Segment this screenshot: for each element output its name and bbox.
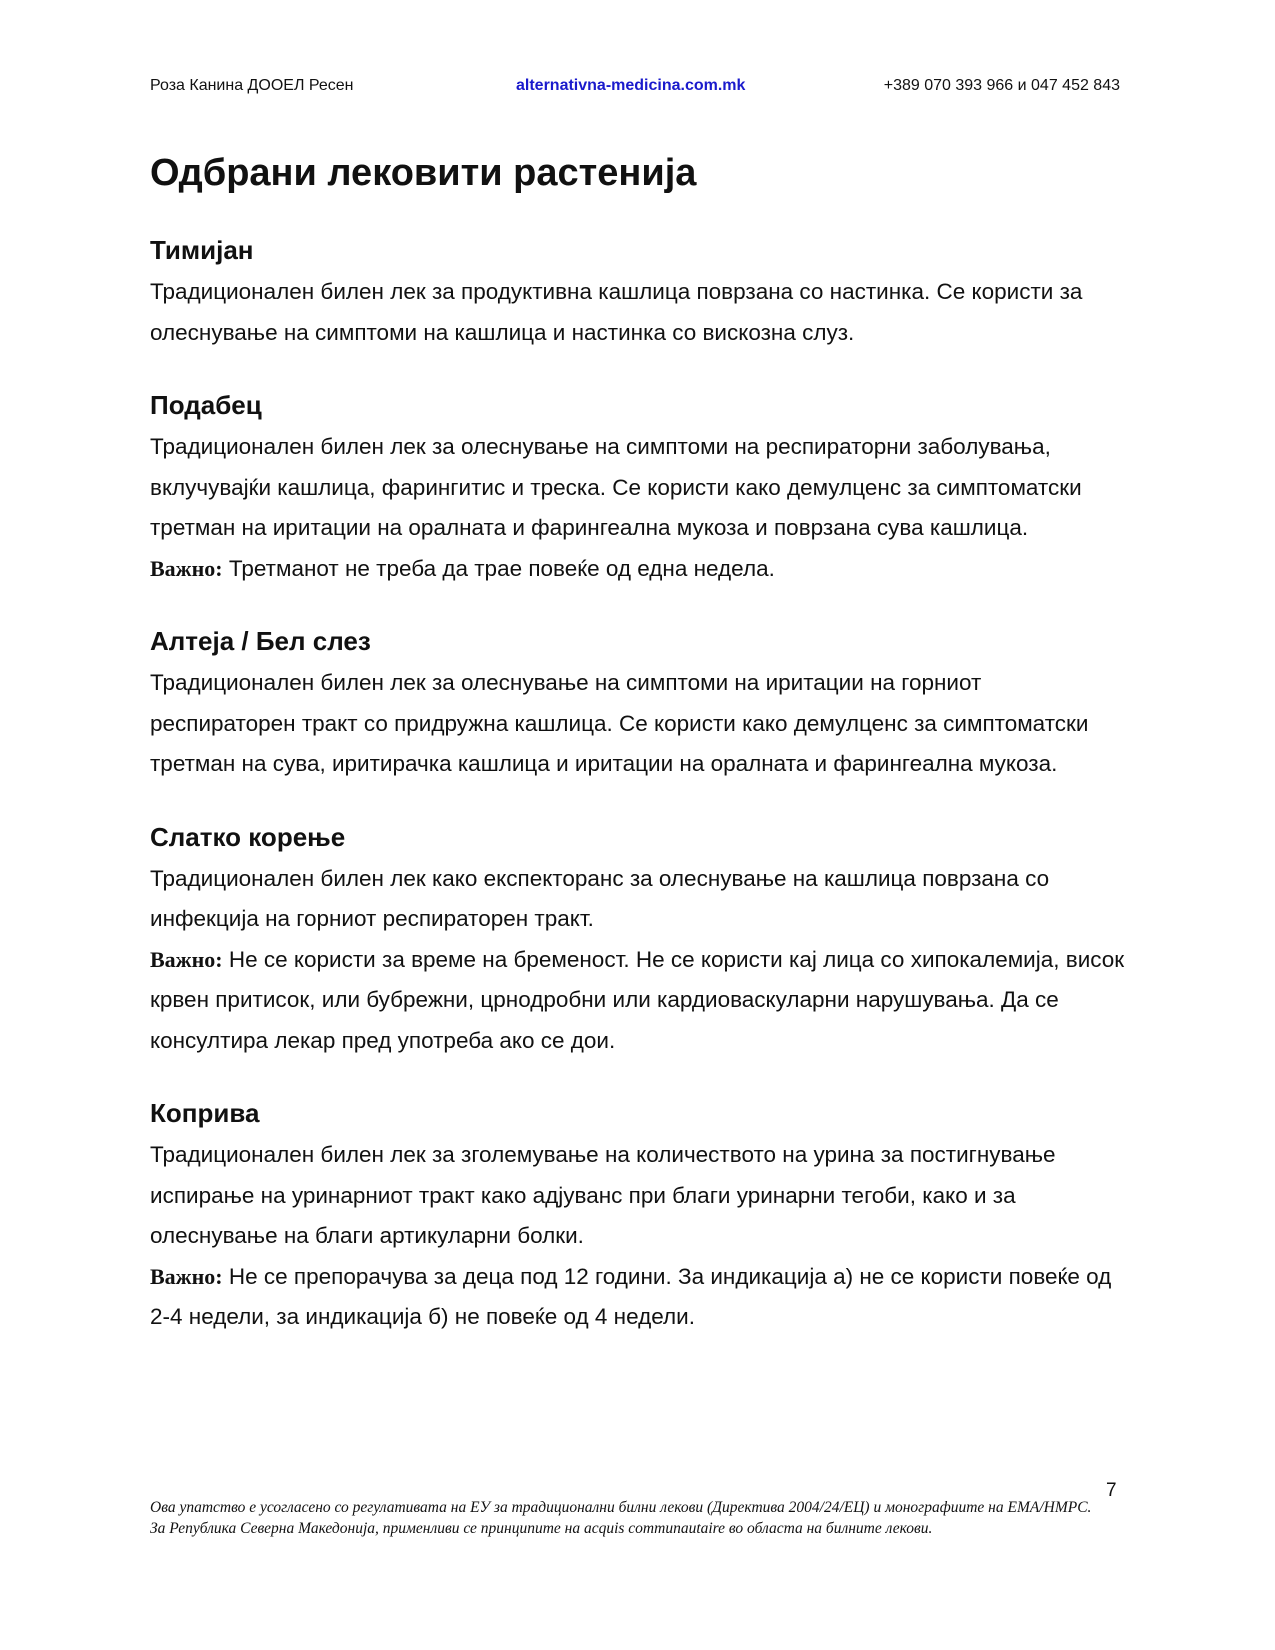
plant-section-licorice xyxy=(150,819,1130,1062)
phone-numbers: +389 070 393 966 и 047 452 843 xyxy=(883,77,1120,94)
warning-text: Третманот не треба да трае повеќе од една недела. xyxy=(228,555,775,581)
plant-description: Традиционален билен лек за зголемување на количеството на урина за постигнување испирање на уринарниот тракт како адјуванс при благи уринарни тегоби, како и за олеснување на благи артикуларни болки. xyxy=(150,1142,1056,1248)
plant-heading: Тимијан xyxy=(150,235,254,265)
page-title: Одбрани лековити растенија xyxy=(150,152,697,194)
plant-description: Традиционален билен лек за олеснување на симптоми на иритации на горниот респираторен тракт со придружна кашлица. Се користи како демулценс за симптоматски третман на сува, иритирачка кашлица и иритации на оралната и фарингеална мукоза. xyxy=(150,670,1089,776)
warning-text: Не се препорачува за деца под 12 години. За индикација а) не се користи повеќе од 2-4 недели, за индикација б) не повеќе од 4 недели. xyxy=(150,1263,1112,1329)
plant-description: Традиционален билен лек за продуктивна кашлица поврзана со настинка. Се користи за олеснување на симптоми на кашлица и настинка со вискозна слуз. xyxy=(150,279,1083,345)
important-label: Важно: xyxy=(150,555,223,581)
important-label: Важно: xyxy=(150,1263,223,1289)
website-link[interactable]: alternativna-medicina.com.mk xyxy=(516,77,746,94)
plant-description: Традиционален билен лек како експекторанс за олеснување на кашлица поврзана со инфекција на горниот респираторен тракт. xyxy=(150,865,1050,931)
plant-warning xyxy=(150,1257,1130,1338)
important-label: Важно: xyxy=(150,946,223,972)
plant-section-nettle xyxy=(150,1095,1130,1338)
plant-section-coltsfoot xyxy=(150,387,1130,589)
regulatory-footer: Ова упатство е усогласено со регулативата на ЕУ за традиционални билни лекови (Директива 2004/24/ЕЦ) и монографиите на ЕМА/НМРС. За Република Северна Македонија, применливи се принципите на acquis communautaire во областа на билните лекови. xyxy=(150,1499,1092,1537)
plant-heading: Слатко корење xyxy=(150,821,346,852)
plant-warning xyxy=(150,940,1130,1062)
page-header xyxy=(150,77,1120,99)
plant-heading: Алтеја / Бел слез xyxy=(150,626,371,656)
plant-list xyxy=(150,232,1130,1372)
page-number: 7 xyxy=(1106,1480,1117,1501)
plant-description: Традиционален билен лек за олеснување на симптоми на респираторни заболувања, вклучувајќи кашлица, фарингитис и треска. Се користи како демулценс за симптоматски третман на иритации на оралната и фарингеална мукоза и поврзана сува кашлица. xyxy=(150,434,1082,540)
plant-section-thyme xyxy=(150,232,1130,353)
warning-text: Не се користи за време на бременост. Не се користи кај лица со хипокалемија, висок крвен притисок, или бубрежни, црнодробни или кардиоваскуларни нарушувања. Да се консултира лекар пред употреба ако се дои. xyxy=(150,946,1125,1053)
plant-warning xyxy=(150,549,1130,590)
plant-section-marshmallow xyxy=(150,623,1130,785)
plant-heading: Коприва xyxy=(150,1098,260,1128)
company-name: Роза Канина ДООЕЛ Ресен xyxy=(150,77,354,94)
plant-heading: Подабец xyxy=(150,390,262,420)
